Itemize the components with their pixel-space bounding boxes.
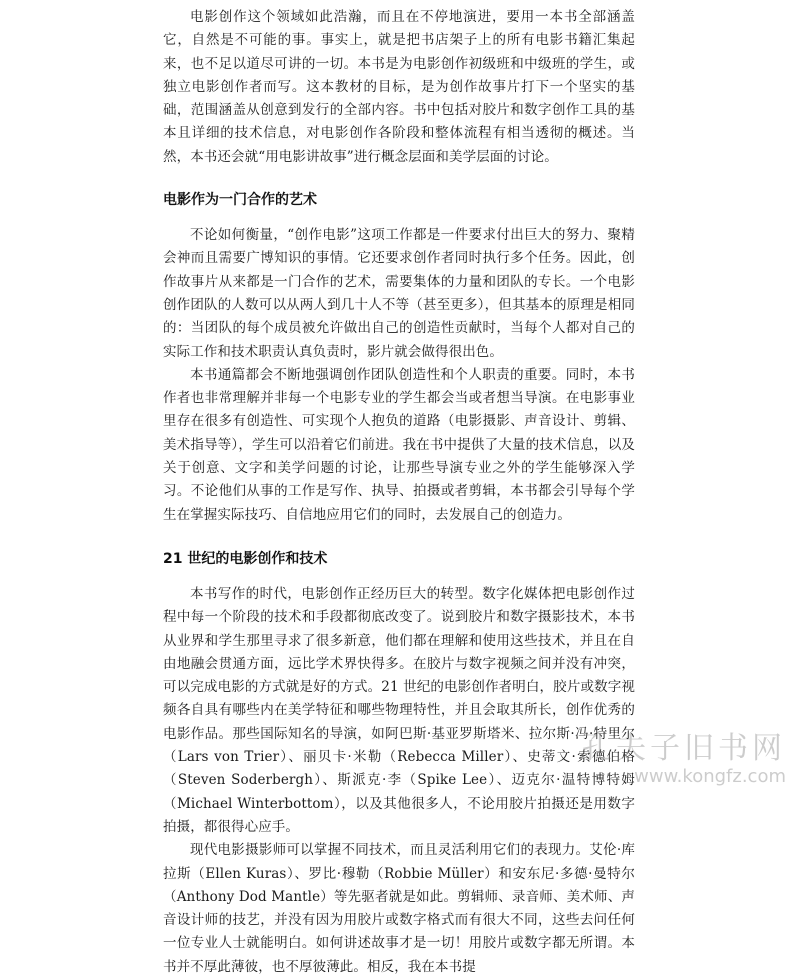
- section-heading-collaboration: 电影作为一门合作的艺术: [163, 192, 317, 209]
- intro-paragraph: 电影创作这个领域如此浩瀚，而且在不停地演进，要用一本书全部涵盖它，自然是不可能的事。事实上，就是把书店架子上的所有电影书籍汇集起来，也不足以道尽可讲的一切。本书是为电影创作初级班和中级班的学生，或独立电影创作者而写。这本教材的目标，是为创作故事片打下一个坚实的基础，范围涵盖从创意到发行的全部内容。书中包括对胶片和数字创作工具的基本且详细的技术信息，对电影创作各阶段和整体流程有相当透彻的概述。当然，本书还会就“用电影讲故事”进行概念层面和美学层面的讨论。: [163, 9, 635, 165]
- paragraph: 现代电影摄影师可以掌握不同技术，而且灵活利用它们的表现力。艾伦·库拉斯（Ellen Kuras）、罗比·穆勒（Robbie Müller）和安东尼·多德·曼特尔（Anthony Dod Mantle）等先驱者就是如此。剪辑师、录音师、美术师、声音设计师的技艺，并没有因为用胶片或数字格式而有很大不同，这些去问任何一位专业人士就能明白。如何讲述故事才是一切！用胶片或数字都无所谓。本书并不厚此薄彼，也不厚彼薄此。相反，我在本书提: [163, 842, 635, 975]
- paragraph: 本书写作的时代，电影创作正经历巨大的转型。数字化媒体把电影创作过程中每一个阶段的技术和手段都彻底改变了。说到胶片和数字摄影技术，本书从业界和学生那里寻求了很多新意，他们都在理解和使用这些技术，并且在自由地融会贯通方面，远比学术界快得多。在胶片与数字视频之间并没有冲突，可以完成电影的方式就是好的方式。21 世纪的电影创作者明白，胶片或数字视频各自具有哪些内在美学特征和哪些物理特性，并且会取其所长，创作优秀的电影作品。那些国际知名的导演，如阿巴斯·基亚罗斯塔米、拉尔斯·冯·特里尔（Lars von Trier）、丽贝卡·米勒（Rebecca Miller）、史蒂文·索德伯格（Steven Soderbergh）、斯派克·李（Spike Lee）、迈克尔·温特博特姆（Michael Winterbottom），以及其他很多人，不论用胶片拍摄还是用数字拍摄，都很得心应手。: [163, 585, 635, 835]
- watermark-url: www.kongfz.com: [634, 766, 786, 787]
- book-page: [163, 6, 635, 979]
- section-heading-21st-century: 21 世纪的电影创作和技术: [163, 550, 328, 567]
- paragraph: 本书通篇都会不断地强调创作团队创造性和个人职责的重要。同时，本书作者也非常理解并非每一个电影专业的学生都会当或者想当导演。在电影事业里存在很多有创造性、可实现个人抱负的道路（电影摄影、声音设计、剪辑、美术指导等），学生可以沿着它们前进。我在书中提供了大量的技术信息，以及关于创意、文字和美学问题的讨论，让那些导演专业之外的学生能够深入学习。不论他们从事的工作是写作、执导、拍摄或者剪辑，本书都会引导每个学生在掌握实际技巧、自信地应用它们的同时，去发展自己的创造力。: [163, 366, 635, 523]
- watermark: [566, 732, 786, 788]
- paragraph: 不论如何衡量，“创作电影”这项工作都是一件要求付出巨大的努力、聚精会神而且需要广博知识的事情。它还要求创作者同时执行多个任务。因此，创作故事片从来都是一门合作的艺术，需要集体的力量和团队的专长。一个电影创作团队的人数可以从两人到几十人不等（甚至更多），但其基本的原理是相同的：当团队的每个成员被允许做出自己的创造性贡献时，当每个人都对自己的实际工作和技术职责认真负责时，影片就会做得很出色。: [163, 227, 635, 360]
- watermark-text: 孔夫子旧书网: [582, 731, 786, 766]
